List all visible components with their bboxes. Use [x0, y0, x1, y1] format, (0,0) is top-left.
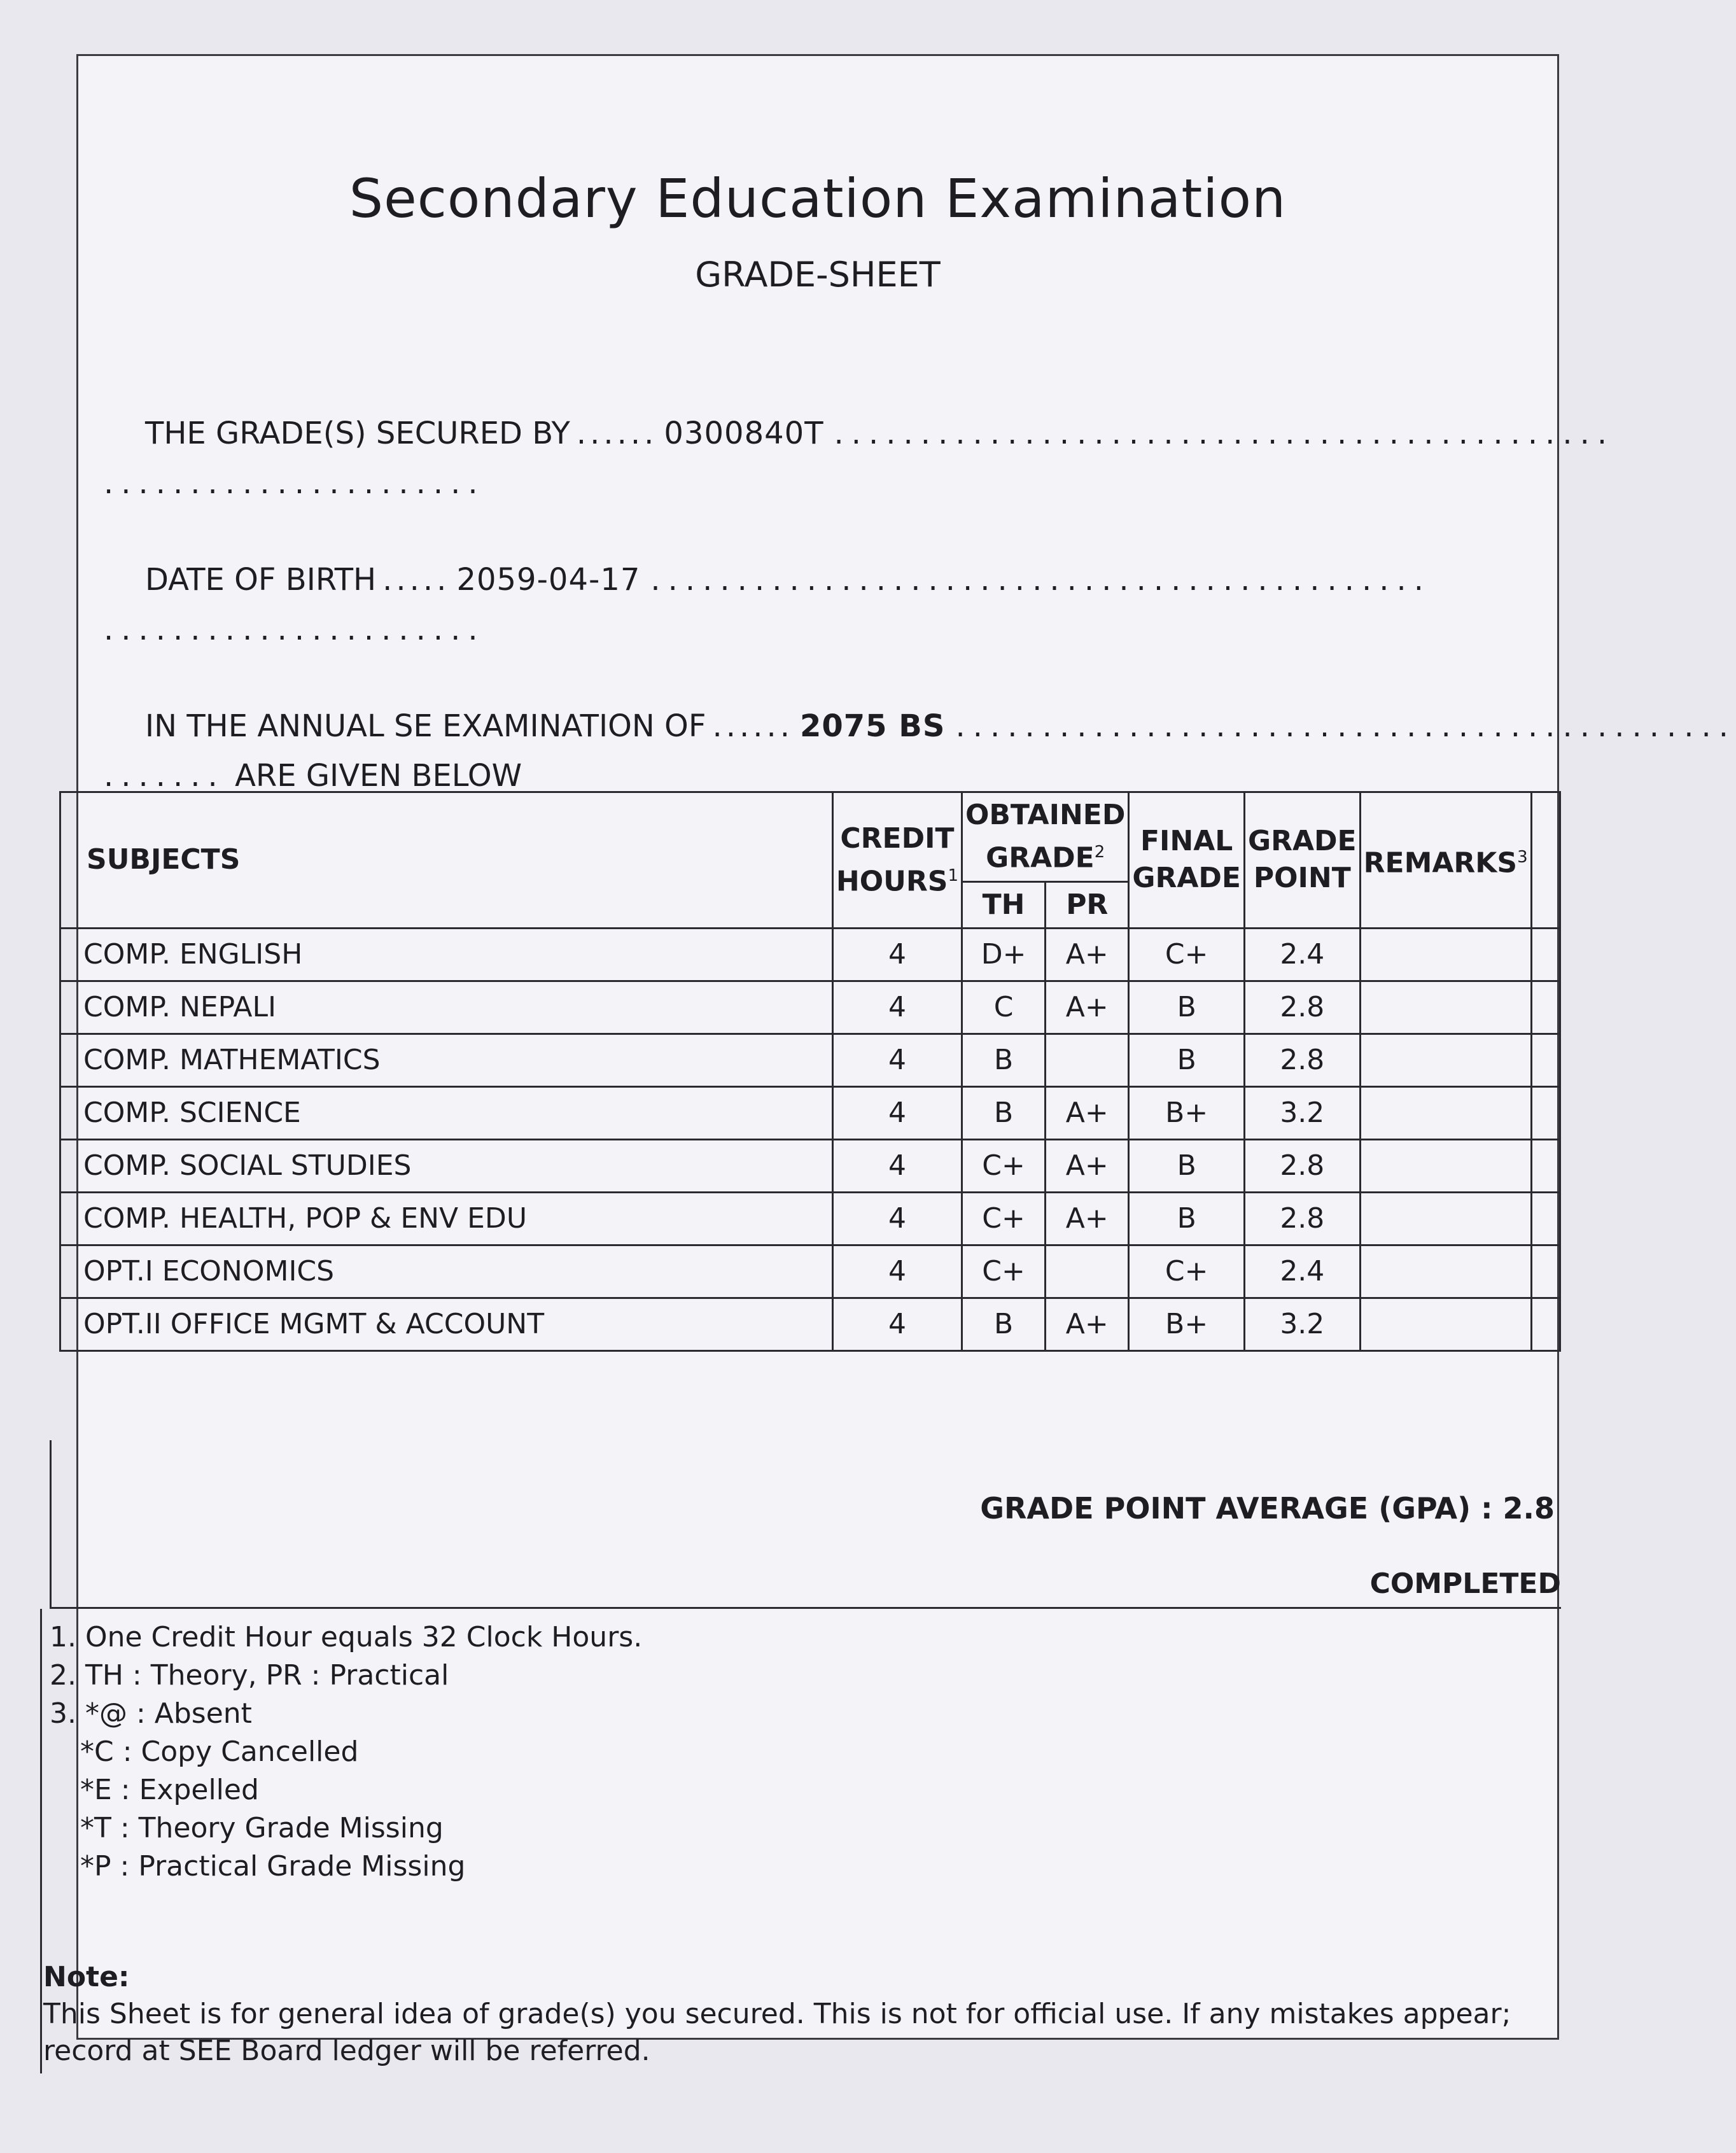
- cell-grade-point: 3.2: [1244, 1298, 1360, 1350]
- dob-label: DATE OF BIRTH: [145, 562, 377, 598]
- cell-subject: OPT.II OFFICE MGMT & ACCOUNT: [60, 1298, 833, 1350]
- cell-subject: OPT.I ECONOMICS: [60, 1245, 833, 1298]
- document-subtitle: GRADE-SHEET: [695, 255, 941, 295]
- cell-blank: [1531, 981, 1560, 1034]
- gpa-section: [50, 1440, 1561, 1609]
- dot-leader: ......................: [104, 465, 486, 501]
- cell-blank: [1531, 1192, 1560, 1245]
- cell-credit-hours: 4: [832, 1086, 962, 1139]
- cell-th-grade: C+: [962, 1245, 1045, 1298]
- cell-th-grade: B: [962, 1034, 1045, 1086]
- cell-grade-point: 2.8: [1244, 1034, 1360, 1086]
- gpa-value: GRADE POINT AVERAGE (GPA) : 2.8: [980, 1491, 1555, 1525]
- cell-pr-grade: A+: [1046, 981, 1129, 1034]
- header-credit-hours: CREDIT HOURS$^1$: [832, 792, 962, 929]
- cell-final-grade: B+: [1129, 1298, 1245, 1350]
- cell-final-grade: B: [1129, 1192, 1245, 1245]
- dot-leader: .......: [104, 758, 225, 794]
- dob-value: 2059-04-17: [456, 562, 641, 598]
- cell-grade-point: 2.4: [1244, 928, 1360, 981]
- cell-credit-hours: 4: [832, 1298, 962, 1350]
- cell-th-grade: D+: [962, 928, 1045, 981]
- table-row: [60, 1298, 1560, 1350]
- cell-final-grade: C+: [1129, 928, 1245, 981]
- table-row: [60, 1245, 1560, 1298]
- cell-subject: COMP. ENGLISH: [60, 928, 833, 981]
- cell-credit-hours: 4: [832, 928, 962, 981]
- status-badge: COMPLETED: [1369, 1567, 1561, 1600]
- symbol-number-value: 0300840T: [664, 416, 824, 451]
- cell-pr-grade: A+: [1046, 928, 1129, 981]
- cell-blank: [1531, 1245, 1560, 1298]
- cell-blank: [1531, 1086, 1560, 1139]
- cell-blank: [1531, 1034, 1560, 1086]
- table-row: [60, 1034, 1560, 1086]
- cell-remarks: [1360, 1139, 1531, 1192]
- cell-pr-grade: A+: [1046, 1139, 1129, 1192]
- cell-credit-hours: 4: [832, 1192, 962, 1245]
- footnote-3-expelled: *E : Expelled: [80, 1774, 259, 1806]
- exam-field: [104, 708, 1736, 794]
- header-th: TH: [962, 881, 1045, 928]
- dot-leader: ......: [712, 708, 794, 744]
- table-row: [60, 1086, 1560, 1139]
- cell-remarks: [1360, 981, 1531, 1034]
- note-text: This Sheet is for general idea of grade(s) you secured. This is not for official use. If any mistakes appear; record at SEE Board ledger will be referred.: [43, 1998, 1511, 2067]
- cell-remarks: [1360, 1192, 1531, 1245]
- cell-pr-grade: A+: [1046, 1192, 1129, 1245]
- note-section: [43, 1959, 1551, 2070]
- cell-remarks: [1360, 1298, 1531, 1350]
- footnotes: [50, 1618, 642, 1886]
- table-row: [60, 981, 1560, 1034]
- grades-body: [60, 928, 1560, 1350]
- border-rule: [40, 1609, 42, 2073]
- cell-subject: COMP. HEALTH, POP & ENV EDU: [60, 1192, 833, 1245]
- cell-remarks: [1360, 1086, 1531, 1139]
- cell-remarks: [1360, 1245, 1531, 1298]
- note-heading: Note:: [43, 1961, 130, 1993]
- cell-credit-hours: 4: [832, 1034, 962, 1086]
- cell-subject: COMP. SOCIAL STUDIES: [60, 1139, 833, 1192]
- footnote-1: 1. One Credit Hour equals 32 Clock Hours.: [50, 1621, 643, 1653]
- cell-final-grade: C+: [1129, 1245, 1245, 1298]
- dot-leader: .............................................: [650, 562, 1431, 598]
- cell-grade-point: 2.8: [1244, 1192, 1360, 1245]
- dot-leader: .............................................: [834, 416, 1615, 451]
- grades-table: [59, 791, 1561, 1352]
- cell-blank: [1531, 928, 1560, 981]
- cell-blank: [1531, 1139, 1560, 1192]
- header-obtained-grade: OBTAINED GRADE$^2$: [962, 792, 1128, 882]
- cell-blank: [1531, 1298, 1560, 1350]
- footnote-3-theory-missing: *T : Theory Grade Missing: [80, 1812, 444, 1844]
- footnote-3: 3. *@ : Absent: [50, 1697, 252, 1730]
- cell-remarks: [1360, 1034, 1531, 1086]
- cell-th-grade: B: [962, 1086, 1045, 1139]
- cell-th-grade: C+: [962, 1192, 1045, 1245]
- given-below-text: ARE GIVEN BELOW: [235, 758, 522, 794]
- cell-pr-grade: A+: [1046, 1086, 1129, 1139]
- dot-leader: .............................................: [955, 708, 1736, 744]
- cell-th-grade: B: [962, 1298, 1045, 1350]
- cell-th-grade: C+: [962, 1139, 1045, 1192]
- dot-leader: ......: [576, 416, 658, 451]
- cell-grade-point: 2.8: [1244, 981, 1360, 1034]
- cell-grade-point: 2.4: [1244, 1245, 1360, 1298]
- header-blank: [1531, 792, 1560, 929]
- cell-th-grade: C: [962, 981, 1045, 1034]
- header-final-grade: FINAL GRADE: [1129, 792, 1245, 929]
- footnote-3-copy-cancelled: *C : Copy Cancelled: [80, 1736, 359, 1768]
- document-title: Secondary Education Examination: [349, 167, 1287, 230]
- cell-pr-grade: [1046, 1245, 1129, 1298]
- cell-credit-hours: 4: [832, 1245, 962, 1298]
- dot-leader: ......................: [104, 612, 486, 647]
- cell-final-grade: B+: [1129, 1086, 1245, 1139]
- header-subjects: SUBJECTS: [60, 792, 833, 929]
- footnote-3-practical-missing: *P : Practical Grade Missing: [80, 1850, 466, 1883]
- cell-subject: COMP. NEPALI: [60, 981, 833, 1034]
- header-remarks: REMARKS$^3$: [1360, 792, 1531, 929]
- exam-year-value: 2075 BS: [799, 708, 946, 744]
- dob-field: [104, 562, 1551, 647]
- cell-subject: COMP. SCIENCE: [60, 1086, 833, 1139]
- header-pr: PR: [1046, 881, 1129, 928]
- cell-final-grade: B: [1129, 1034, 1245, 1086]
- table-row: [60, 1192, 1560, 1245]
- grade-sheet: [43, 54, 1736, 2067]
- cell-final-grade: B: [1129, 1139, 1245, 1192]
- cell-credit-hours: 4: [832, 1139, 962, 1192]
- header-grade-point: GRADE POINT: [1244, 792, 1360, 929]
- footnote-2: 2. TH : Theory, PR : Practical: [50, 1659, 449, 1692]
- cell-pr-grade: A+: [1046, 1298, 1129, 1350]
- secured-by-field: [104, 416, 1615, 501]
- cell-grade-point: 2.8: [1244, 1139, 1360, 1192]
- dot-leader: .....: [382, 562, 451, 598]
- cell-final-grade: B: [1129, 981, 1245, 1034]
- cell-remarks: [1360, 928, 1531, 981]
- cell-grade-point: 3.2: [1244, 1086, 1360, 1139]
- cell-pr-grade: [1046, 1034, 1129, 1086]
- exam-label: IN THE ANNUAL SE EXAMINATION OF: [145, 708, 706, 744]
- cell-subject: COMP. MATHEMATICS: [60, 1034, 833, 1086]
- cell-credit-hours: 4: [832, 981, 962, 1034]
- secured-by-label: THE GRADE(S) SECURED BY: [145, 416, 570, 451]
- table-row: [60, 928, 1560, 981]
- table-row: [60, 1139, 1560, 1192]
